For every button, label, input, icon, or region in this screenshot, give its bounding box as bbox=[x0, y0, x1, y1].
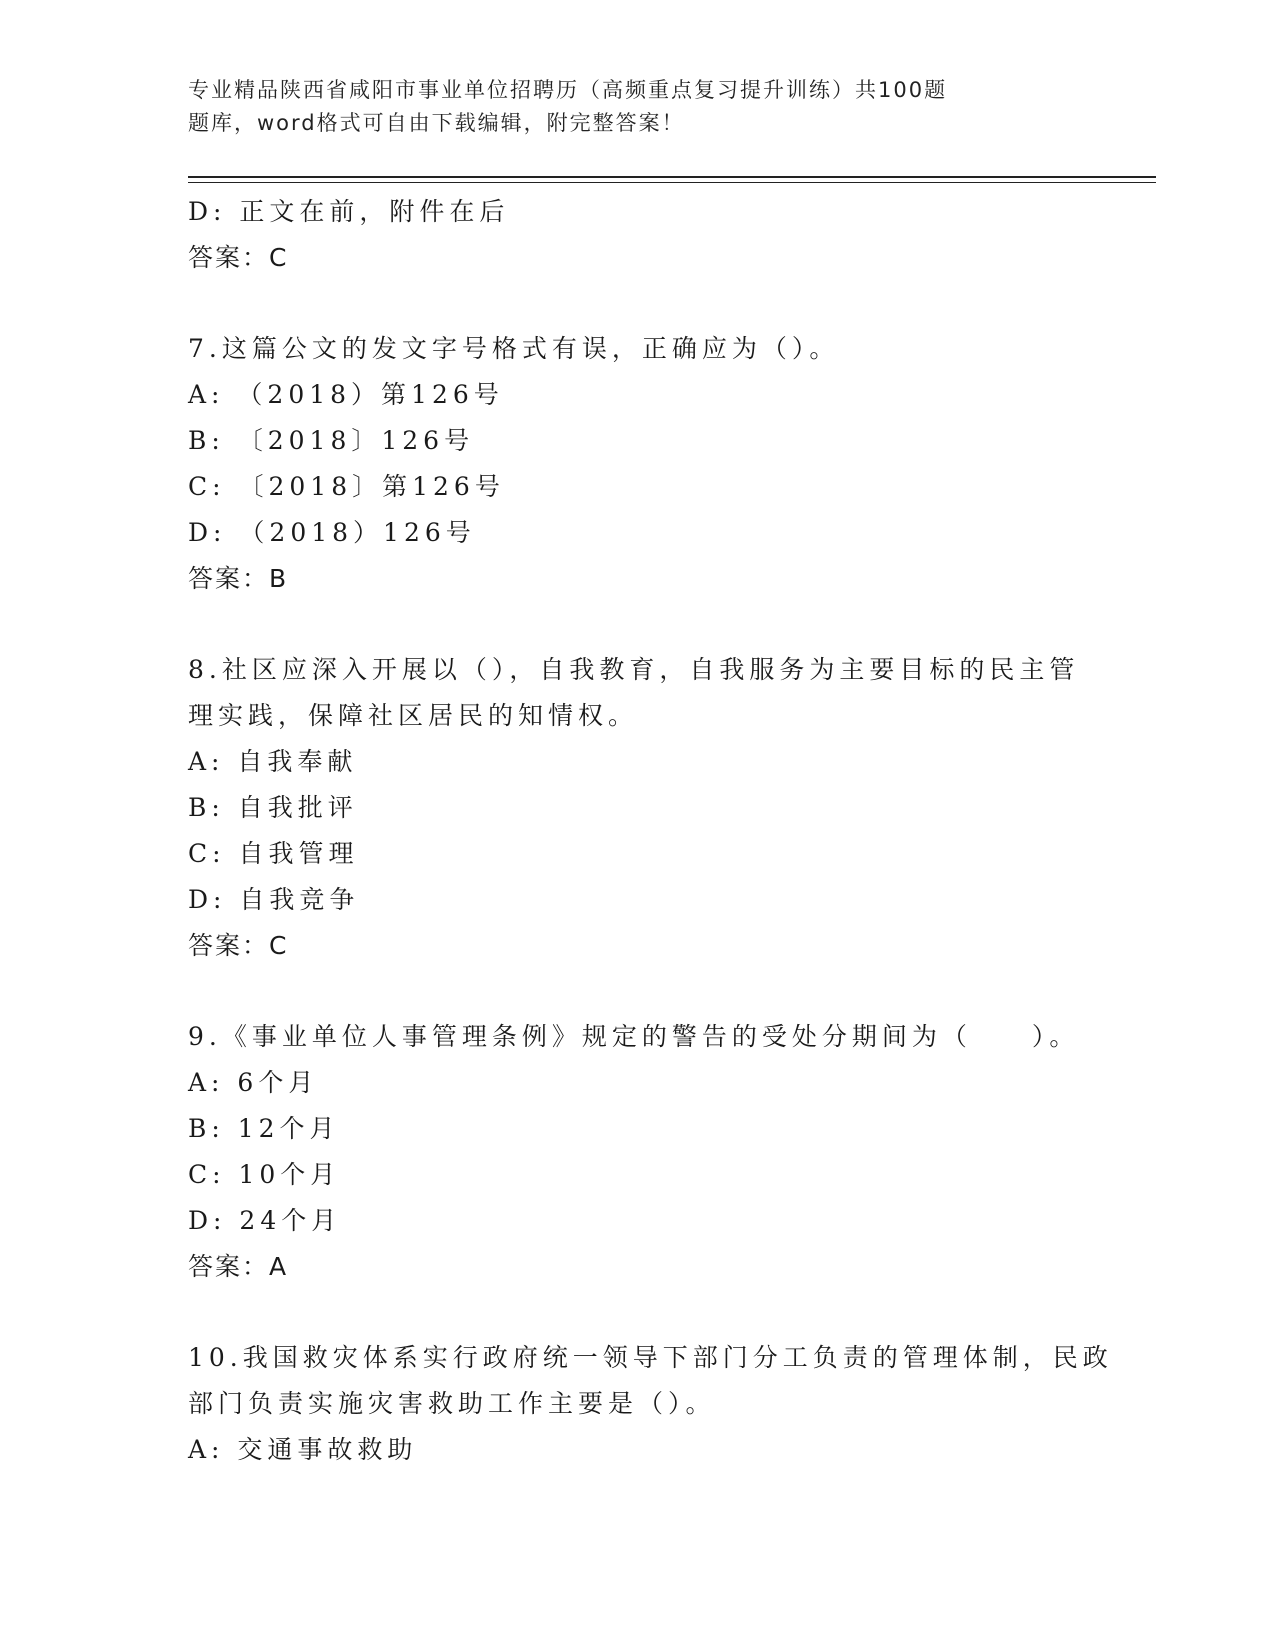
header-divider-thin bbox=[188, 182, 1156, 183]
question-list bbox=[188, 189, 1113, 1473]
option-a: A: 交通事故救助 bbox=[188, 1435, 418, 1464]
header-title-line-2: 题库，word格式可自由下载编辑，附完整答案！ bbox=[188, 111, 685, 135]
question-7 bbox=[188, 326, 1088, 602]
answer-line: 答案：C bbox=[188, 931, 289, 960]
question-stem: 9.《事业单位人事管理条例》规定的警告的受处分期间为（ ）。 bbox=[188, 1022, 1080, 1051]
answer-line: 答案：C bbox=[188, 243, 289, 272]
option-a: A: 自我奉献 bbox=[188, 747, 358, 776]
option-d: D: 24个月 bbox=[188, 1206, 342, 1235]
answer-line: 答案：B bbox=[188, 564, 289, 593]
question-stem-line-1: 10.我国救灾体系实行政府统一领导下部门分工负责的管理体制，民政 bbox=[188, 1343, 1113, 1372]
question-6-fragment bbox=[188, 189, 1088, 281]
header-title-line-1: 专业精品陕西省咸阳市事业单位招聘历（高频重点复习提升训练）共100题 bbox=[188, 78, 948, 102]
answer-line: 答案：A bbox=[188, 1252, 289, 1281]
option-b: B: 自我批评 bbox=[188, 793, 358, 822]
header-divider-thick bbox=[188, 176, 1156, 178]
question-10 bbox=[188, 1335, 1113, 1473]
option-d: D: 正文在前，附件在后 bbox=[188, 197, 510, 226]
option-c: C: 10个月 bbox=[188, 1160, 341, 1189]
question-9 bbox=[188, 1014, 1088, 1290]
option-a: A: 6个月 bbox=[188, 1068, 319, 1097]
question-stem-line-1: 8.社区应深入开展以（），自我教育，自我服务为主要目标的民主管 bbox=[188, 655, 1080, 684]
document-header bbox=[188, 74, 1018, 140]
option-d: D: 自我竞争 bbox=[188, 885, 360, 914]
question-stem-line-2: 理实践，保障社区居民的知情权。 bbox=[188, 701, 639, 730]
option-c: C: 〔2018〕第126号 bbox=[188, 472, 505, 501]
option-c: C: 自我管理 bbox=[188, 839, 359, 868]
question-stem: 7.这篇公文的发文字号格式有误，正确应为（）。 bbox=[188, 334, 840, 363]
question-stem-line-2: 部门负责实施灾害救助工作主要是（）。 bbox=[188, 1389, 716, 1418]
question-8 bbox=[188, 647, 1088, 969]
option-b: B: 12个月 bbox=[188, 1114, 340, 1143]
option-b: B: 〔2018〕126号 bbox=[188, 426, 475, 455]
option-a: A: （2018）第126号 bbox=[188, 380, 504, 409]
option-d: D: （2018）126号 bbox=[188, 518, 476, 547]
